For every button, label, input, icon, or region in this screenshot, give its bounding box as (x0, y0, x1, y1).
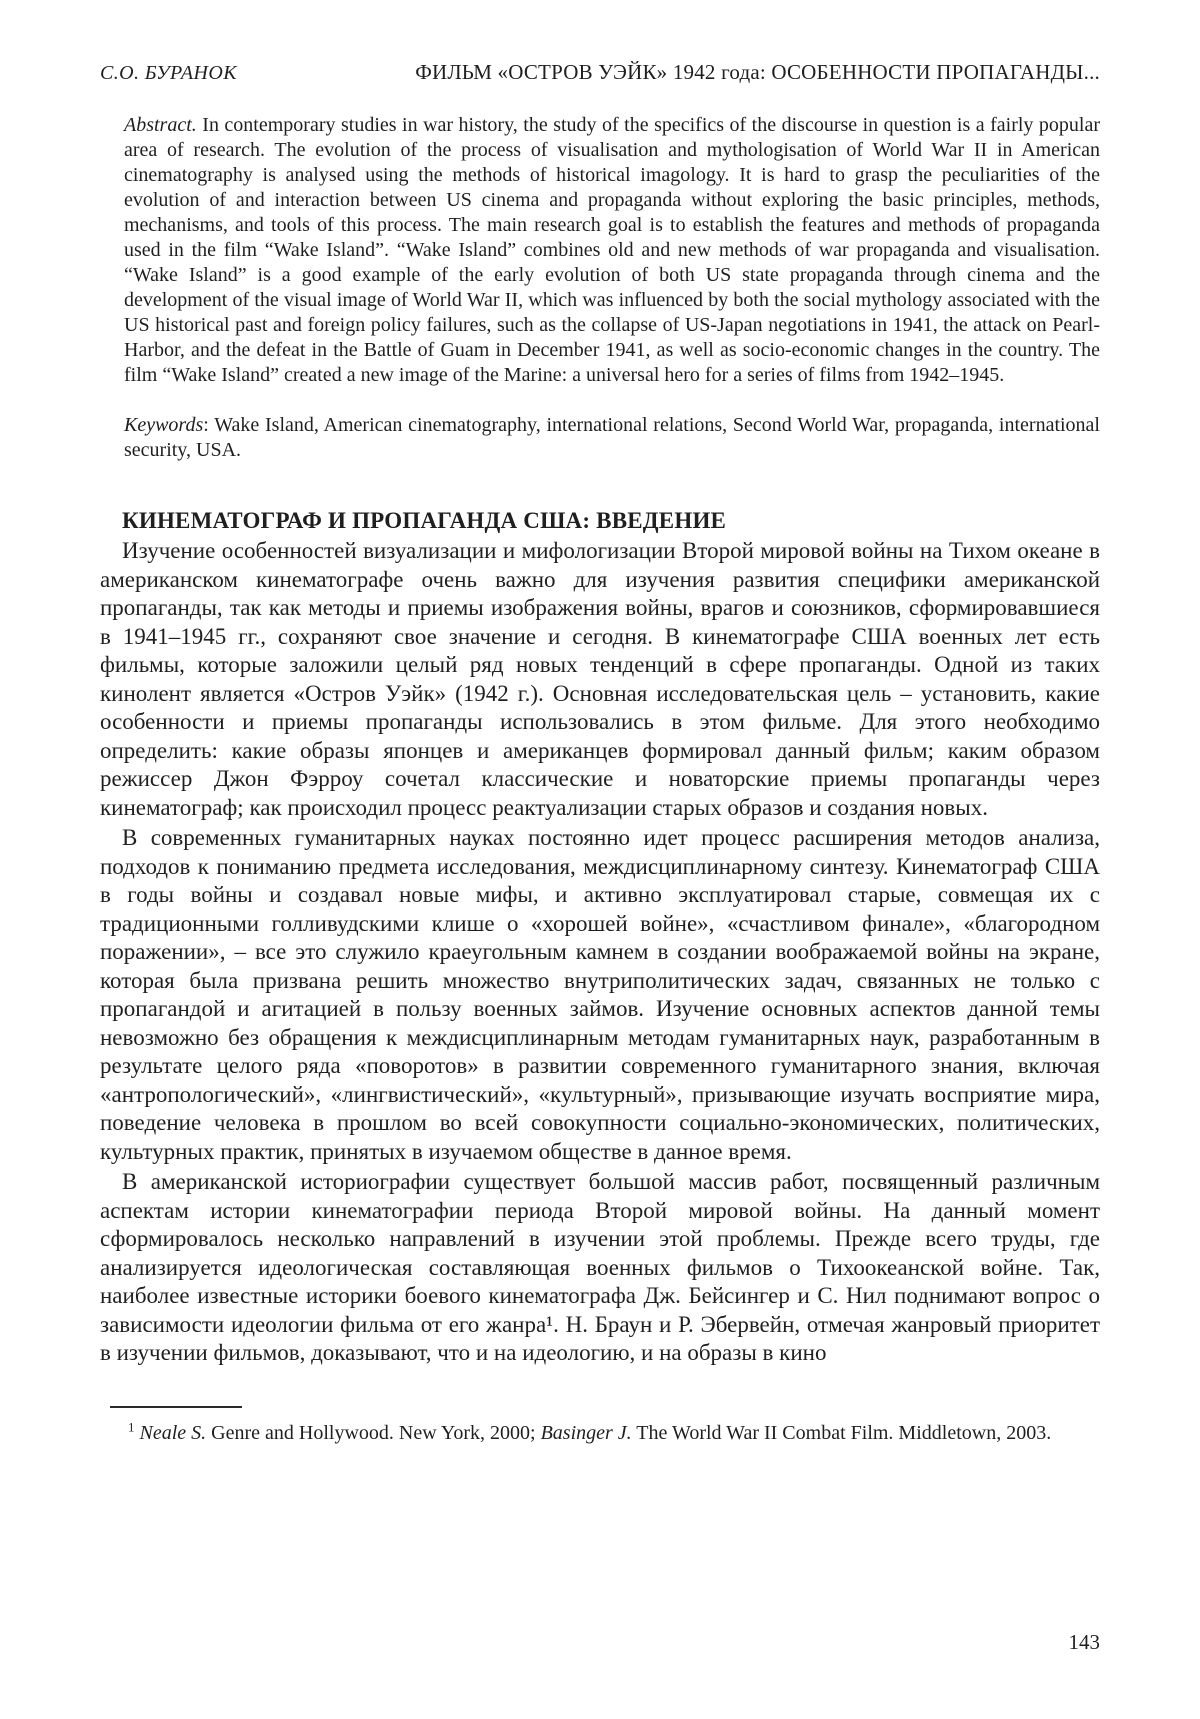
footnote-text-2: The World War II Combat Film. Middletown, 2003. (631, 1421, 1052, 1444)
abstract-text: In contemporary studies in war history, the study of the specifics of the discourse in question is a fairly popular area of research. The evolution of the process of visualisation and mythologisation of World War II in American cinematography is analysed using the methods of historical imagology. It is hard to grasp the peculiarities of the evolution of and interaction between US cinema and propaganda without exploring the basic principles, methods, mechanisms, and tools of this process. The main research goal is to establish the features and methods of propaganda used in the film “Wake Island”. “Wake Island” combines old and new methods of war propaganda and visualisation. “Wake Island” is a good example of the early evolution of both US state propaganda through cinema and the development of the visual image of World War II, which was influenced by both the social mythology associated with the US historical past and foreign policy failures, such as the collapse of US-Japan negotiations in 1941, the attack on Pearl-Harbor, and the defeat in the Battle of Guam in December 1941, as well as socio-economic changes in the country. The film “Wake Island” created a new image of the Marine: a universal hero for a series of films from 1942–1945. (124, 114, 1101, 386)
abstract-label: Abstract. (124, 114, 197, 136)
body-paragraph-2: В современных гуманитарных науках постоянно идет процесс расширения методов анализа, подходов к пониманию предмета исследования, междисциплинарному синтезу. Кинематограф США в годы войны и создавал новые мифы, и активно эксплуатировал старые, совмещая их с традиционными голливудскими клише о «хорошей войне», «счастливом финале», «благородном поражении», – все это служило краеугольным камнем в создании воображаемой войны на экране, которая была призвана решить множество внутриполитических задач, связанных не только с пропагандой и агитацией в пользу военных займов. Изучение основных аспектов данной темы невозможно без обращения к междисциплинарным методам гуманитарных наук, разработанным в результате целого ряда «поворотов» в развитии современного гуманитарного знания, включая «антропологический», «лингвистический», «культурный», призывающие изучать восприятие мира, поведение человека в прошлом во всей совокупности социально-экономических, политических, культурных практик, принятых в изучаемом обществе в данное время. (100, 825, 1100, 1164)
body-paragraph-1: Изучение особенностей визуализации и мифологизации Второй мировой войны на Тихом океане в американском кинематографе очень важно для изучения развития специфики американской пропаганды, так как методы и приемы изображения войны, врагов и союзников, сформировавшиеся в 1941–1945 гг., сохраняют свое значение и сегодня. В кинематографе США военных лет есть фильмы, которые заложили целый ряд новых тенденций в сфере пропаганды. Одной из таких кинолент является «Остров Уэйк» (1942 г.). Основная исследовательская цель – установить, какие особенности и приемы пропаганды использовались в этом фильме. Для этого необходимо определить: какие образы японцев и американцев формировал данный фильм; каким образом режиссер Джон Фэрроу сочетал классические и новаторские приемы пропаганды через кинематограф; как происходил процесс реактуализации старых образов и создания новых. (100, 538, 1100, 820)
footnote-text-1: Genre and Hollywood. New York, 2000; (206, 1421, 541, 1444)
abstract-block (124, 113, 1100, 388)
footnote-author-1: Neale S. (139, 1421, 207, 1444)
page-number: 143 (1068, 1630, 1100, 1654)
keywords-label: Keywords (124, 414, 204, 436)
running-head-author: С.О. БУРАНОК (100, 62, 237, 84)
body-paragraph-3: В американской историографии существует большой массив работ, посвященный различным аспектам истории кинематографии периода Второй мировой войны. На данный момент сформировалось несколько направлений в изучении этой проблемы. Прежде всего труды, где анализируется идеологическая составляющая военных фильмов о Тихоокеанской войне. Так, наиболее известные историки боевого кинематографа Дж. Бейсингер и С. Нил поднимают вопрос о зависимости идеологии фильма от его жанра¹. Н. Браун и Р. Эбервейн, отмечая жанровый приоритет в изучении фильмов, доказывают, что и на идеологию, и на образы в кино (100, 1169, 1100, 1365)
section-heading: КИНЕМАТОГРАФ И ПРОПАГАНДА США: ВВЕДЕНИЕ (122, 508, 727, 533)
running-head (100, 60, 1100, 85)
running-head-title: ФИЛЬМ «ОСТРОВ УЭЙК» 1942 года: ОСОБЕННОСТИ ПРОПАГАНДЫ... (415, 60, 1100, 84)
keywords-text: : Wake Island, American cinematography, international relations, Second World War, propaganda, international security, USA. (124, 414, 1100, 461)
footnote-marker: 1 (128, 1418, 135, 1434)
footnote (100, 1420, 1100, 1447)
keywords-block (124, 413, 1100, 463)
footnote-author-2: Basinger J. (540, 1421, 632, 1444)
footnote-separator (110, 1406, 242, 1408)
